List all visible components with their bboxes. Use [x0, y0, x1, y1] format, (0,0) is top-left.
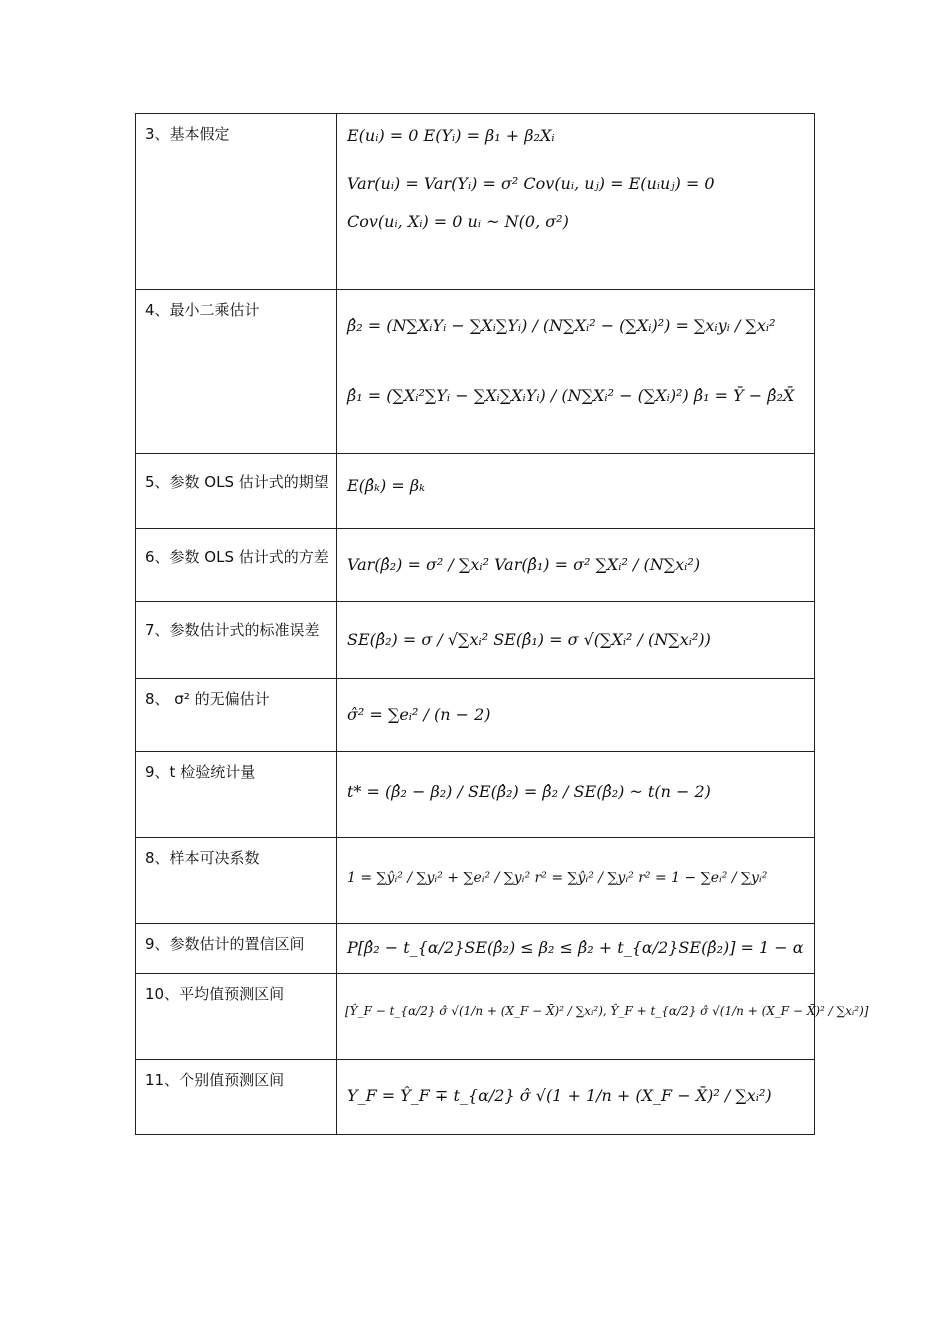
formula-cell [337, 290, 815, 454]
row-label: 9、参数估计的置信区间 [136, 924, 337, 974]
table-row [136, 752, 815, 838]
formula: E(β̂ₖ) = βₖ [347, 476, 425, 495]
table-row [136, 290, 815, 454]
formula: t* = (β̂₂ − β₂) / SE(β̂₂) = β̂₂ / SE(β̂₂) ~ t(n − 2) [347, 782, 711, 801]
formula: P[β̂₂ − t_{α/2}SE(β̂₂) ≤ β₂ ≤ β̂₂ + t_{α/2}SE(β̂₂)] = 1 − α [347, 938, 804, 957]
table-row [136, 454, 815, 529]
row-label: 9、t 检验统计量 [136, 752, 337, 838]
formula: Var(uᵢ) = Var(Yᵢ) = σ² Cov(uᵢ, uⱼ) = E(uᵢuⱼ) = 0 [347, 174, 715, 193]
table-row [136, 114, 815, 290]
formula: σ̂² = ∑eᵢ² / (n − 2) [347, 705, 491, 724]
formula: β̂₁ = (∑Xᵢ²∑Yᵢ − ∑Xᵢ∑XᵢYᵢ) / (N∑Xᵢ² − (∑Xᵢ)²) β̂₁ = Ȳ − β̂₂X̄ [347, 386, 795, 405]
row-label: 10、平均值预测区间 [136, 974, 337, 1060]
formula-cell [337, 114, 815, 290]
row-label: 11、个别值预测区间 [136, 1060, 337, 1135]
row-label: 5、参数 OLS 估计式的期望 [136, 454, 337, 529]
formula: [Ŷ_F − t_{α/2} σ̂ √(1/n + (X_F − X̄)² / ∑xᵢ²), Ŷ_F + t_{α/2} σ̂ √(1/n + (X_F − X̄)² / ∑xᵢ²)] [345, 1004, 869, 1018]
table-row [136, 838, 815, 924]
table-row [136, 529, 815, 602]
formula: Cov(uᵢ, Xᵢ) = 0 uᵢ ~ N(0, σ²) [347, 212, 569, 231]
formula: Var(β̂₂) = σ² / ∑xᵢ² Var(β̂₁) = σ² ∑Xᵢ² / (N∑xᵢ²) [347, 555, 701, 574]
row-label: 4、最小二乘估计 [136, 290, 337, 454]
formula-cell [337, 602, 815, 679]
formula-cell [337, 838, 815, 924]
row-label: 8、 σ² 的无偏估计 [136, 679, 337, 752]
formula-cell [337, 454, 815, 529]
formula: SE(β̂₂) = σ / √∑xᵢ² SE(β̂₁) = σ √(∑Xᵢ² / (N∑xᵢ²)) [347, 630, 711, 649]
table-row [136, 1060, 815, 1135]
row-label: 7、参数估计式的标准误差 [136, 602, 337, 679]
table-row [136, 602, 815, 679]
row-label: 8、样本可决系数 [136, 838, 337, 924]
row-label: 3、基本假定 [136, 114, 337, 290]
table-row [136, 679, 815, 752]
formula: 1 = ∑ŷᵢ² / ∑yᵢ² + ∑eᵢ² / ∑yᵢ² r² = ∑ŷᵢ² / ∑yᵢ² r² = 1 − ∑eᵢ² / ∑yᵢ² [347, 870, 768, 886]
table-row [136, 924, 815, 974]
formula-cell [337, 924, 815, 974]
formula-table [135, 113, 869, 1135]
formula-cell [337, 974, 869, 1060]
table-row [136, 974, 815, 1060]
row-label: 6、参数 OLS 估计式的方差 [136, 529, 337, 602]
formula-cell [337, 752, 815, 838]
formula-cell [337, 1060, 815, 1135]
formula: E(uᵢ) = 0 E(Yᵢ) = β₁ + β₂Xᵢ [347, 126, 555, 145]
formula: β̂₂ = (N∑XᵢYᵢ − ∑Xᵢ∑Yᵢ) / (N∑Xᵢ² − (∑Xᵢ)²) = ∑xᵢyᵢ / ∑xᵢ² [347, 316, 776, 335]
formula-cell [337, 679, 815, 752]
formula: Y_F = Ŷ_F ∓ t_{α/2} σ̂ √(1 + 1/n + (X_F − X̄)² / ∑xᵢ²) [347, 1086, 772, 1105]
formula-cell [337, 529, 815, 602]
